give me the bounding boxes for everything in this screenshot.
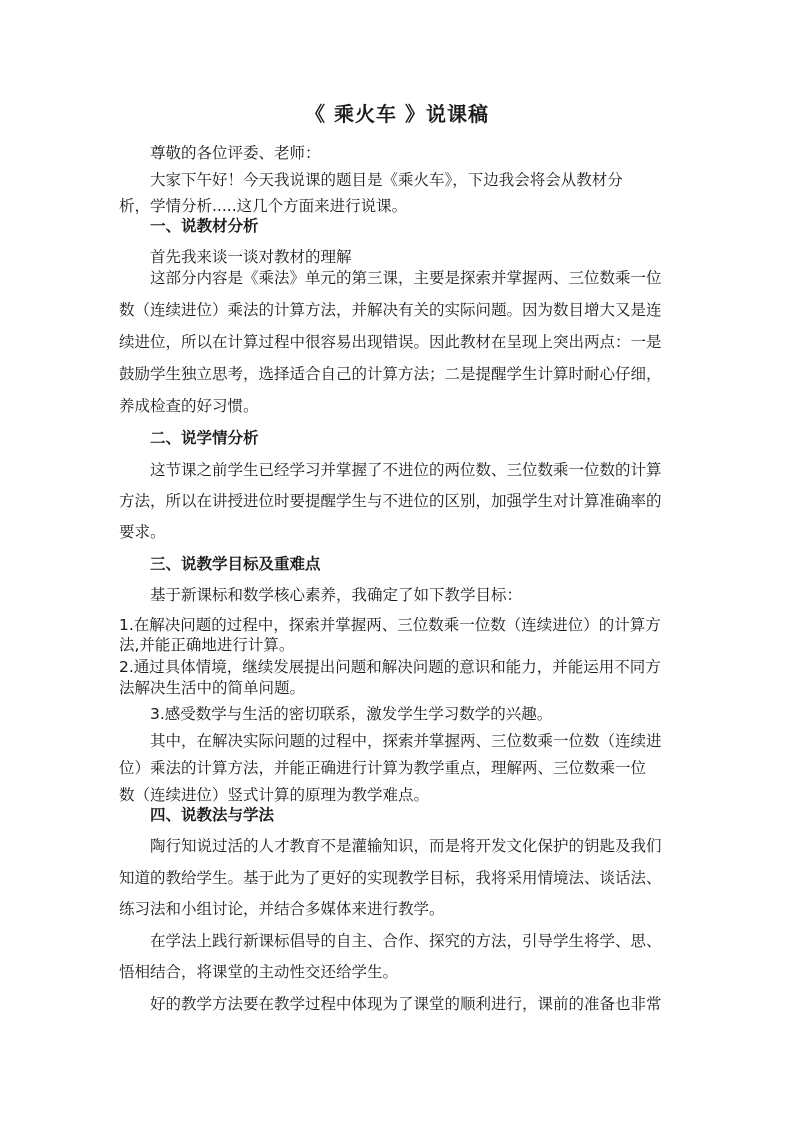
salutation: 尊敬的各位评委、老师： xyxy=(150,144,321,162)
paragraph-line: 数（连续进位）乘法的计算方法，并解决有关的实际问题。因为数目增大又是连 xyxy=(119,301,662,319)
paragraph-line: 这节课之前学生已经学习并掌握了不进位的两位数、三位数乘一位数的计算 xyxy=(150,461,662,479)
paragraph-line: 陶行知说过活的人才教育不是灌输知识，而是将开发文化保护的钥匙及我们 xyxy=(150,837,662,855)
section-heading: 四、说教法与学法 xyxy=(150,806,275,824)
paragraph-line: 位）乘法的计算方法，并能正确进行计算为教学重点，理解两、三位数乘一位 xyxy=(119,759,647,777)
paragraph-line: 在学法上践行新课标倡导的自主、合作、探究的方法，引导学生将学、思、 xyxy=(150,932,662,950)
page-title: 《 乘火车 》说课稿 xyxy=(305,102,489,126)
list-item: 2.通过具体情境，继续发展提出问题和解决问题的意识和能力，并能运用不同方 xyxy=(119,658,661,676)
section-heading: 二、说学情分析 xyxy=(150,429,259,447)
paragraph-line: 悟相结合，将课堂的主动性交还给学生。 xyxy=(119,963,399,981)
list-item: 1.在解决问题的过程中，探索并掌握两、三位数乘一位数（连续进位）的计算方 xyxy=(119,616,661,634)
paragraph-line: 这部分内容是《乘法》单元的第三课，主要是探索并掌握两、三位数乘一位 xyxy=(150,269,662,287)
paragraph-line: 练习法和小组讨论，并结合多媒体来进行教学。 xyxy=(119,900,445,918)
list-item: 3.感受数学与生活的密切联系，激发学生学习数学的兴趣。 xyxy=(150,705,553,723)
paragraph-line: 数（连续进位）竖式计算的原理为教学难点。 xyxy=(119,786,430,804)
section-heading: 三、说教学目标及重难点 xyxy=(150,555,321,573)
paragraph-line: 基于新课标和数学核心素养，我确定了如下教学目标： xyxy=(150,586,523,604)
list-item-continued: 法,并能正确地进行计算。 xyxy=(119,636,295,654)
paragraph-line: 析，学情分析.....这几个方面来进行说课。 xyxy=(119,197,408,215)
paragraph-line: 要求。 xyxy=(119,523,166,541)
paragraph-line: 首先我来谈一谈对教材的理解 xyxy=(150,248,352,266)
paragraph-line: 知道的教给学生。基于此为了更好的实现教学目标，我将采用情境法、谈话法、 xyxy=(119,869,662,887)
paragraph-line: 续进位，所以在计算过程中很容易出现错误。因此教材在呈现上突出两点：一是 xyxy=(119,333,662,351)
paragraph-line: 大家下午好！今天我说课的题目是《乘火车》，下边我会将会从教材分 xyxy=(150,171,623,189)
section-heading: 一、说教材分析 xyxy=(150,217,259,235)
paragraph-line: 其中，在解决实际问题的过程中，探索并掌握两、三位数乘一位数（连续进 xyxy=(150,732,662,750)
list-item-continued: 法解决生活中的简单问题。 xyxy=(119,679,306,697)
paragraph-line: 好的教学方法要在教学过程中体现为了课堂的顺利进行，课前的准备也非常 xyxy=(150,995,662,1013)
paragraph-line: 方法，所以在讲授进位时要提醒学生与不进位的区别，加强学生对计算准确率的 xyxy=(119,492,662,510)
paragraph-line: 养成检查的好习惯。 xyxy=(119,397,259,415)
paragraph-line: 鼓励学生独立思考，选择适合自己的计算方法；二是提醒学生计算时耐心仔细， xyxy=(119,365,662,383)
